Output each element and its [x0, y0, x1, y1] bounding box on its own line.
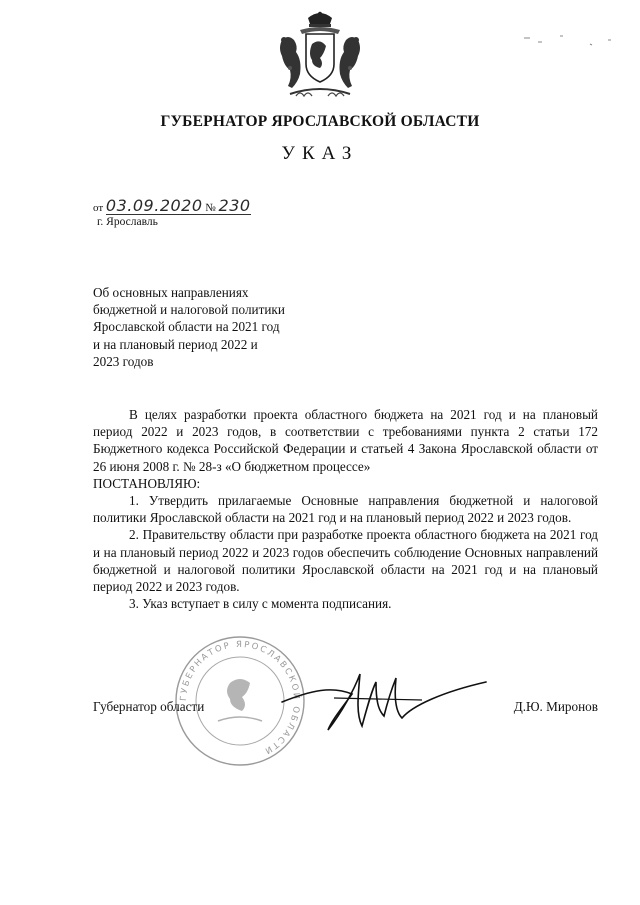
handwritten-date: 03.09.2020: [105, 196, 203, 215]
subject-line: 2023 годов: [93, 353, 154, 369]
document-subject: [93, 284, 353, 370]
handwritten-number: 230: [218, 196, 251, 215]
subject-line: бюджетной и налоговой политики: [93, 302, 285, 318]
date-number-line: [93, 196, 251, 215]
signatory-name: Д.Ю. Миронов: [513, 699, 598, 714]
decree-word: ПОСТАНОВЛЯЮ:: [93, 475, 201, 491]
document-body: [93, 406, 598, 612]
decree-item-2: 2. Правительству области при разработке проекта областного бюджета на 2021 год и на плановый период 2022 и 2023 годов обеспечить соблюдение Основных направлений бюджетной и налоговой политики Ярославской области на 2021 год и на плановый период 2022 и 2023 годов.: [93, 527, 598, 595]
handwritten-signature: [272, 660, 492, 740]
subject-line: и на плановый период 2022 и: [93, 336, 258, 352]
scan-noise-marks: [520, 28, 620, 68]
number-prefix: №: [205, 202, 216, 214]
issuing-authority-heading: ГУБЕРНАТОР ЯРОСЛАВСКОЙ ОБЛАСТИ: [160, 113, 480, 130]
preamble-paragraph: В целях разработки проекта областного бюджета на 2021 год и на плановый период 2022 и 2023 годов, в соответствии с требованиями пункта 2 статьи 172 Бюджетного кодекса Российской Федерации и статьей 4 Закона Ярославской области от 26 июня 2008 г. № 28-з «О бюджетном процессе»: [93, 407, 598, 474]
date-prefix: от: [93, 202, 104, 214]
decree-item-3: 3. Указ вступает в силу с момента подписания.: [129, 596, 392, 612]
decree-item-1: 1. Утвердить прилагаемые Основные направления бюджетной и налоговой политики Ярославской области на 2021 год и на плановый период 2022 и 2023 годов.: [93, 493, 598, 526]
coat-of-arms-emblem: [268, 10, 372, 102]
signatory-position: Губернатор области: [93, 699, 205, 714]
subject-line: Об основных направлениях: [93, 285, 249, 300]
document-type-heading: УКАЗ: [281, 143, 359, 164]
seal-text: ГУБЕРНАТОР ЯРОСЛАВСКОЙ ОБЛАСТИ: [178, 639, 302, 757]
place-of-issue: г. Ярославль: [97, 216, 158, 228]
subject-line: Ярославской области на 2021 год: [93, 319, 280, 335]
